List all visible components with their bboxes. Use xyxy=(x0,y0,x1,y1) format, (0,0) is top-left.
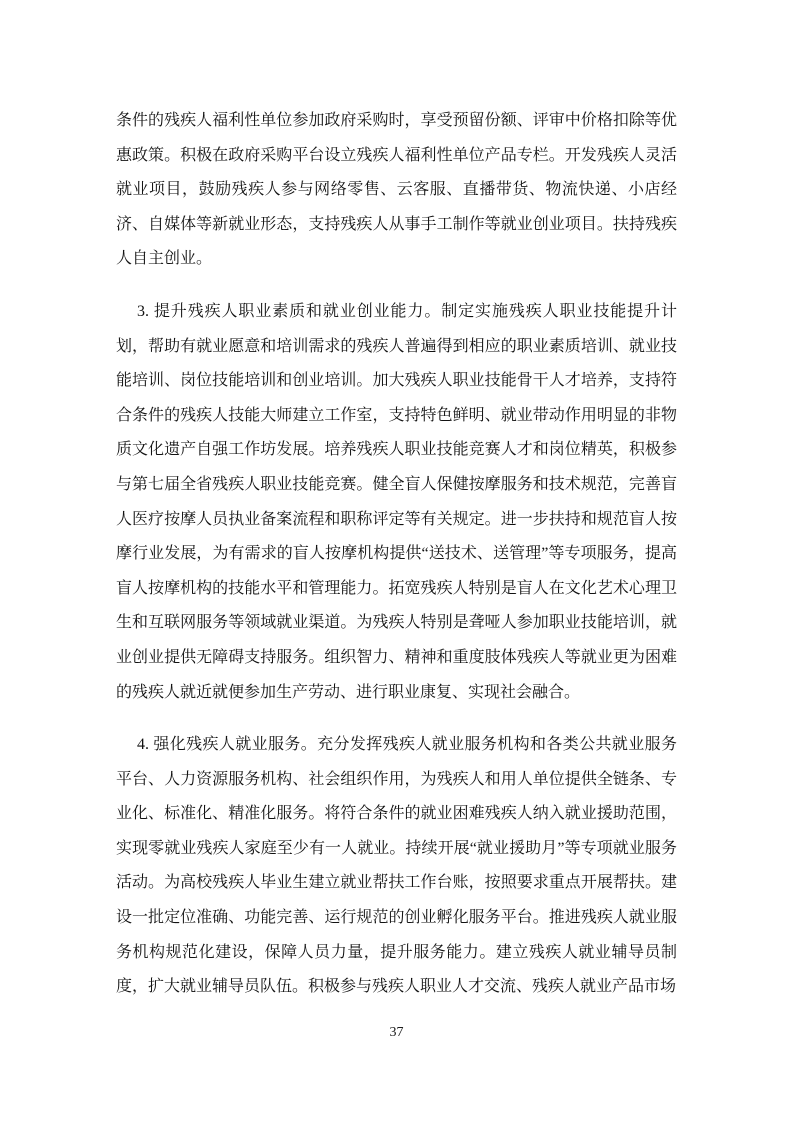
body-paragraph-continuation: 条件的残疾人福利性单位参加政府采购时，享受预留份额、评审中价格扣除等优惠政策。积极在政府采购平台设立残疾人福利性单位产品专栏。开发残疾人灵活就业项目，鼓励残疾人参与网络零售、云客服、直播带货、物流快递、小店经济、自媒体等新就业形态，支持残疾人从事手工制作等就业创业项目。扶持残疾人自主创业。 xyxy=(116,112,677,268)
body-paragraph-item-4: 4. 强化残疾人就业服务。充分发挥残疾人就业服务机构和各类公共就业服务平台、人力资源服务机构、社会组织作用，为残疾人和用人单位提供全链条、专业化、标准化、精准化服务。将符合条件的就业困难残疾人纳入就业援助范围，实现零就业残疾人家庭至少有一人就业。持续开展“就业援助月”等专项就业服务活动。为高校残疾人毕业生建立就业帮扶工作台账，按照要求重点开展帮扶。建设一批定位准确、功能完善、运行规范的创业孵化服务平台。推进残疾人就业服务机构规范化建设，保障人员力量，提升服务能力。建立残疾人就业辅导员制度，扩大就业辅导员队伍。积极参与残疾人职业人才交流、残疾人就业产品市场 xyxy=(116,736,677,996)
body-paragraph-item-3: 3. 提升残疾人职业素质和就业创业能力。制定实施残疾人职业技能提升计划，帮助有就业愿意和培训需求的残疾人普遍得到相应的职业素质培训、就业技能培训、岗位技能培训和创业培训。加大残疾人职业技能骨干人才培养，支持符合条件的残疾人技能大师建立工作室，支持特色鲜明、就业带动作用明显的非物质文化遗产自强工作坊发展。培养残疾人职业技能竞赛人才和岗位精英，积极参与第七届全省残疾人职业技能竞赛。健全盲人保健按摩服务和技术规范，完善盲人医疗按摩人员执业备案流程和职称评定等有关规定。进一步扶持和规范盲人按摩行业发展，为有需求的盲人按摩机构提供“送技术、送管理”等专项服务，提高盲人按摩机构的技能水平和管理能力。拓宽残疾人特别是盲人在文化艺术心理卫生和互联网服务等领域就业渠道。为残疾人特别是聋哑人参加职业技能培训，就业创业提供无障碍支持服务。组织智力、精神和重度肢体残疾人等就业更为困难的残疾人就近就便参加生产劳动、进行职业康复、实现社会融合。 xyxy=(116,302,677,701)
page-number: 37 xyxy=(389,1025,404,1040)
page-body xyxy=(116,104,677,1005)
